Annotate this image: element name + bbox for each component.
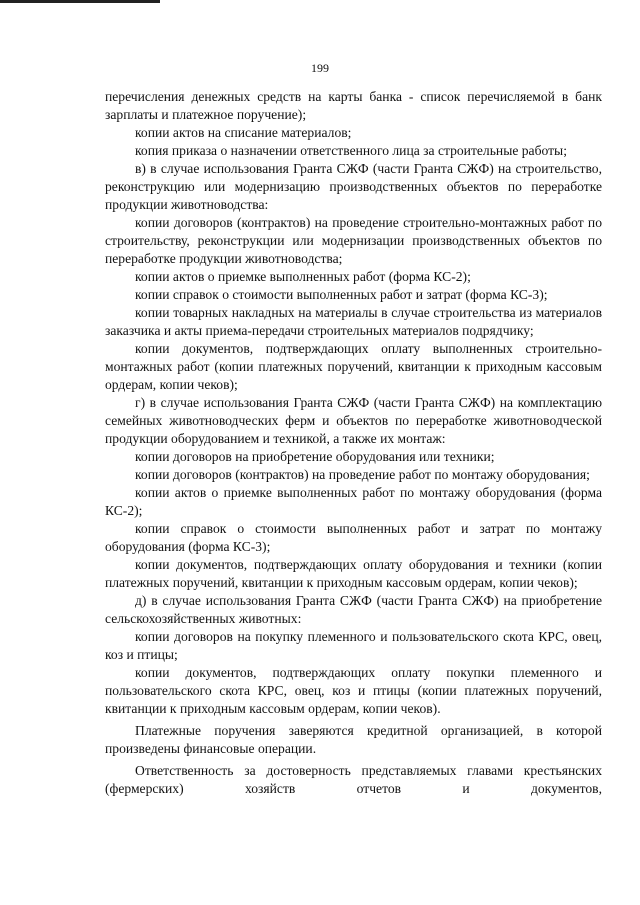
paragraph: копии справок о стоимости выполненных работ и затрат (форма КС-3); — [135, 287, 548, 302]
paragraph: Ответственность за достоверность представляемых главами крестьянских (фермерских) хозяйств отчетов и документов, — [105, 763, 602, 796]
paragraph: в) в случае использования Гранта СЖФ (части Гранта СЖФ) на строительство, реконструкцию или модернизацию производственных объектов по переработке продукции животноводства: — [105, 161, 602, 212]
paragraph: д) в случае использования Гранта СЖФ (части Гранта СЖФ) на приобретение сельскохозяйственных животных: — [105, 593, 602, 626]
paragraph: копии договоров на приобретение оборудования или техники; — [135, 449, 495, 464]
paragraph: копии договоров на покупку племенного и пользовательского скота КРС, овец, коз и птицы; — [105, 629, 602, 662]
paragraph: копия приказа о назначении ответственного лица за строительные работы; — [135, 143, 567, 158]
paragraph: копии актов о приемке выполненных работ по монтажу оборудования (форма КС-2); — [105, 485, 602, 518]
top-rule — [0, 0, 160, 3]
paragraph: копии документов, подтверждающих оплату оборудования и техники (копии платежных поручений, квитанции к приходным кассовым ордерам, копии чеков); — [105, 557, 602, 590]
paragraph: копии документов, подтверждающих оплату выполненных строительно-монтажных работ (копии платежных поручений, квитанции к приходным кассовым ордерам, копии чеков); — [105, 341, 602, 392]
paragraph: копии актов на списание материалов; — [135, 125, 352, 140]
paragraph: перечисления денежных средств на карты банка - список перечисляемой в банк зарплаты и платежное поручение); — [105, 89, 602, 122]
paragraph: копии справок о стоимости выполненных работ и затрат по монтажу оборудования (форма КС-3); — [105, 521, 602, 554]
paragraph: г) в случае использования Гранта СЖФ (части Гранта СЖФ) на комплектацию семейных животноводческих ферм и объектов по переработке животноводческой продукции оборудованием и техникой, а также их монтаж: — [105, 395, 602, 446]
paragraph: Платежные поручения заверяются кредитной организацией, в которой произведены финансовые операции. — [105, 723, 602, 756]
paragraph: копии договоров (контрактов) на проведение строительно-монтажных работ по строительству, реконструкции или модернизации производственных объектов по переработке продукции животноводства; — [105, 215, 602, 266]
page-number: 199 — [311, 61, 329, 75]
document-body — [105, 88, 602, 798]
paragraph: копии документов, подтверждающих оплату покупки племенного и пользовательского скота КРС, овец, коз и птицы (копии платежных поручений, квитанции к приходным кассовым ордерам, копии чеков). — [105, 665, 602, 716]
paragraph: копии товарных накладных на материалы в случае строительства из материалов заказчика и акты приема-передачи строительных материалов подрядчику; — [105, 305, 602, 338]
paragraph: копии договоров (контрактов) на проведение работ по монтажу оборудования; — [135, 467, 590, 482]
paragraph: копии актов о приемке выполненных работ (форма КС-2); — [135, 269, 471, 284]
